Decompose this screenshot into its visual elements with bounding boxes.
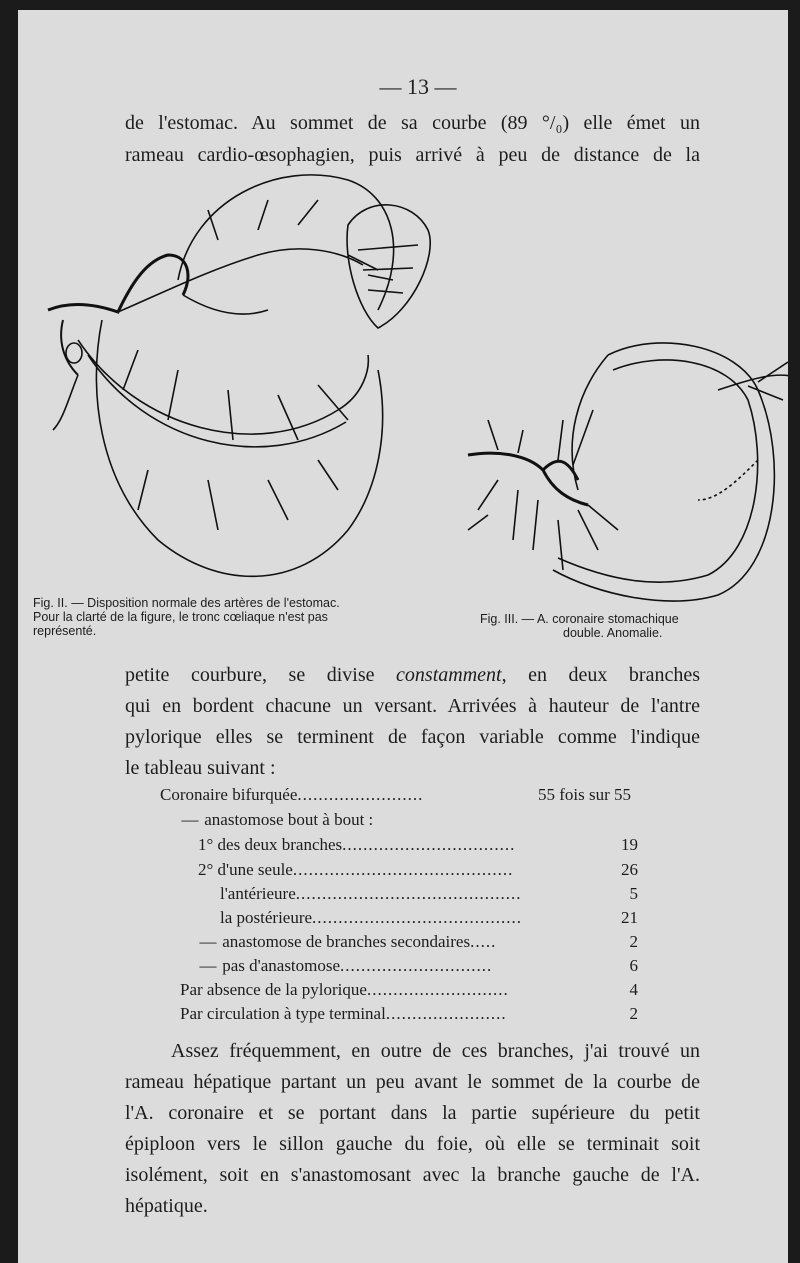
table-row-label: Par absence de la pylorique <box>180 980 367 999</box>
paragraph-top-line-2: rameau cardio-œsophagien, puis arrivé à peu de distance de la <box>125 144 700 166</box>
table-row-dots: ........................ <box>297 785 424 804</box>
figure-2-illustration <box>18 10 788 610</box>
table-row <box>180 1004 638 1024</box>
table-row-value: 6 <box>629 956 638 975</box>
table-row-dots: ........................................ <box>312 908 523 927</box>
table-row-dots: .......................................... <box>292 860 514 879</box>
table-row-dots: ............................. <box>340 956 493 975</box>
text-run: petite courbure, se divise <box>125 664 397 686</box>
figure-3-caption-line-2: double. Anomalie. <box>563 626 663 640</box>
table-row-label: l'antérieure <box>220 884 296 903</box>
text-run: , en deux branches <box>501 664 701 686</box>
table-row <box>180 980 638 1000</box>
table-row-dash: — <box>181 810 199 829</box>
table-row-value: 4 <box>629 980 638 999</box>
table-row-label: pas d'anastomose <box>222 956 341 975</box>
table-row-dots: ................................. <box>342 835 516 854</box>
paragraph-bottom-line-1: Assez fréquemment, en outre de ces branches, j'ai trouvé un <box>171 1040 700 1062</box>
table-row <box>220 884 638 904</box>
table-row-value: 2 <box>629 932 638 951</box>
table-row <box>198 932 638 952</box>
figure-2-caption-line-2: Pour la clarté de la figure, le tronc cœliaque n'est pas <box>33 610 328 624</box>
table-row-label: 1° des deux branches <box>198 835 343 854</box>
table-row-value: 2 <box>629 1004 638 1023</box>
book-page <box>18 10 788 1263</box>
paragraph-mid-line-3: pylorique elles se terminent de façon variable comme l'indique <box>125 726 700 748</box>
table-row-label: Coronaire bifurquée <box>160 785 298 804</box>
paragraph-mid-line-1 <box>125 660 700 691</box>
paragraph-bottom-line-2: rameau hépatique partant un peu avant le sommet de la courbe de <box>125 1071 700 1093</box>
table-row <box>198 956 638 976</box>
page-number: — 13 — <box>379 74 457 99</box>
table-row <box>180 810 373 830</box>
paragraph-bottom-line-4: épiploon vers le sillon gauche du foie, où elle se terminait soit <box>125 1133 700 1155</box>
table-row-label: Par circulation à type terminal <box>180 1004 386 1023</box>
table-row-label: anastomose bout à bout : <box>204 810 374 829</box>
table-row-value: 5 <box>629 884 638 903</box>
table-row-label: anastomose de branches secondaires <box>222 932 471 951</box>
table-row <box>198 835 638 855</box>
table-row <box>160 785 660 805</box>
table-row-dots: ........................................... <box>295 884 522 903</box>
figure-2-caption-line-3: représenté. <box>33 624 97 638</box>
table-row-dash: — <box>199 956 217 975</box>
paragraph-bottom-line-5: isolément, soit en s'anastomosant avec la branche gauche de l'A. <box>125 1164 700 1186</box>
emphasis-text: constamment <box>396 664 502 686</box>
figure-2-caption-line-1: Fig. II. — Disposition normale des artères de l'estomac. <box>33 596 340 610</box>
table-row-value: 19 <box>621 835 638 854</box>
table-row-value: 55 fois sur 55 <box>538 785 632 804</box>
table-row-value: 26 <box>621 860 638 879</box>
table-row-dots: ........................... <box>366 980 509 999</box>
paragraph-bottom-line-6: hépatique. <box>125 1195 208 1217</box>
paragraph-mid-line-2: qui en bordent chacune un versant. Arrivées à hauteur de l'antre <box>125 695 700 717</box>
figure-3-caption-line-1: Fig. III. — A. coronaire stomachique <box>480 612 679 626</box>
paragraph-bottom-line-3: l'A. coronaire et se portant dans la partie supérieure du petit <box>125 1102 700 1124</box>
table-row <box>220 908 638 928</box>
table-row-value: 21 <box>621 908 638 927</box>
table-row-label: la postérieure <box>220 908 313 927</box>
table-row <box>198 860 638 880</box>
table-row-dots: ..... <box>470 932 497 951</box>
table-row-dash: — <box>199 932 217 951</box>
table-row-label: 2° d'une seule <box>198 860 293 879</box>
paragraph-top-line-1: de l'estomac. Au sommet de sa courbe (89 °/₀) elle émet un <box>125 112 700 134</box>
table-row-dots: ....................... <box>385 1004 507 1023</box>
paragraph-mid-line-4: le tableau suivant : <box>125 757 276 779</box>
